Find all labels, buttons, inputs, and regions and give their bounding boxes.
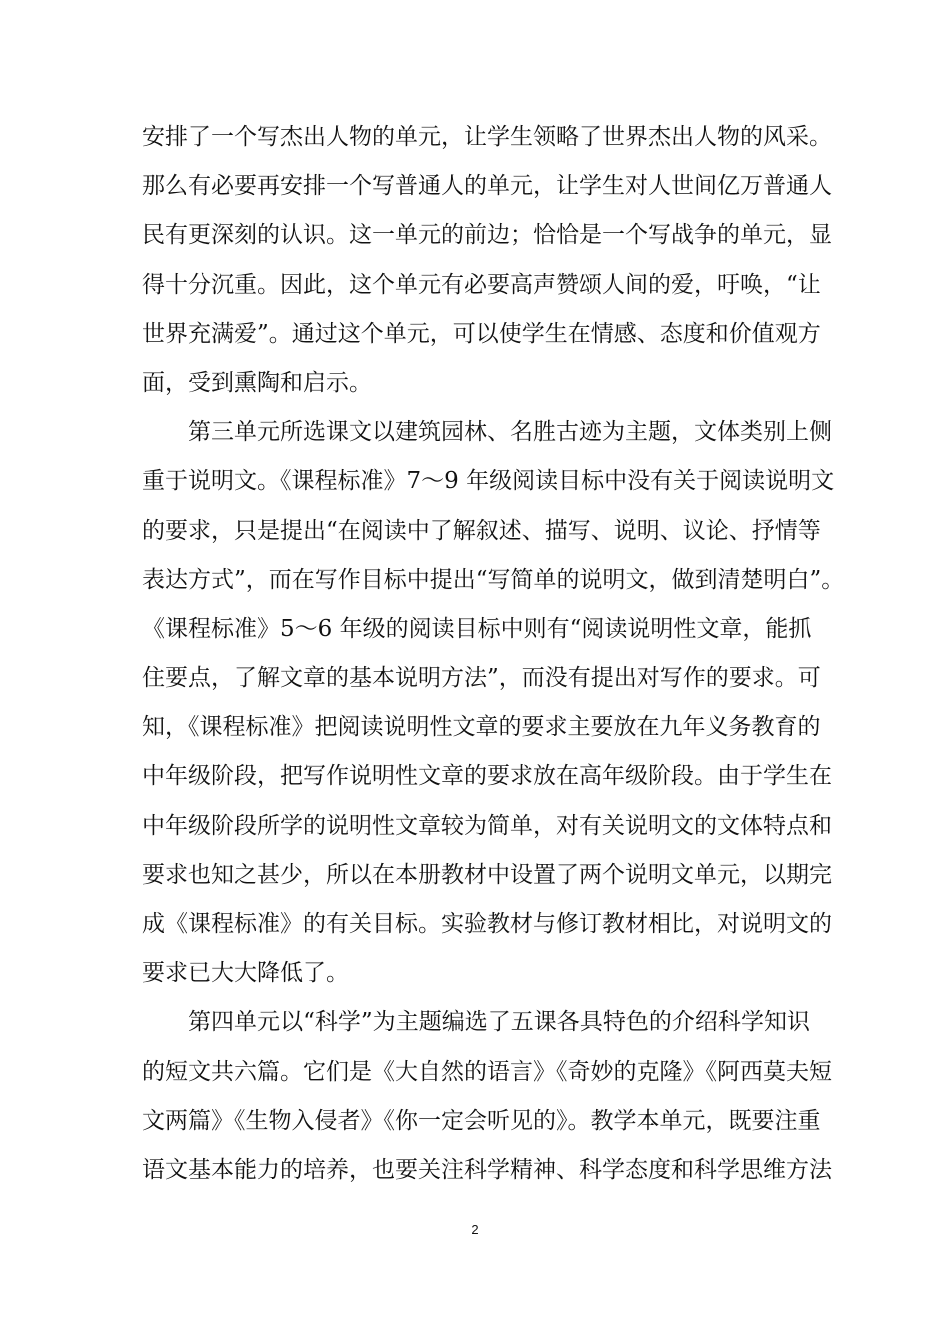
text-line: 的短文共六篇。它们是《大自然的语言》《奇妙的克隆》《阿西莫夫短: [142, 1058, 832, 1085]
text-line: 中年级阶段，把写作说明性文章的要求放在高年级阶段。由于学生在: [142, 763, 832, 790]
text-line: 语文基本能力的培养，也要关注科学精神、科学态度和科学思维方法: [142, 1156, 832, 1183]
page-number: 2: [471, 1222, 479, 1237]
text-line: 的要求，只是提出“在阅读中了解叙述、描写、说明、议论、抒情等: [142, 517, 821, 544]
text-line: 安排了一个写杰出人物的单元，让学生领略了世界杰出人物的风采。: [142, 124, 832, 150]
body-text: [142, 113, 845, 1195]
text-line: 第四单元以“科学”为主题编选了五课各具特色的介绍科学知识: [188, 1009, 810, 1036]
text-line: 知，《课程标准》把阅读说明性文章的要求主要放在九年义务教育的: [142, 714, 821, 741]
text-line: 表达方式”，而在写作目标中提出“写简单的说明文，做到清楚明白”。: [142, 566, 845, 593]
text-line: 得十分沉重。因此，这个单元有必要高声赞颂人间的爱，吁唤，“让: [142, 271, 821, 298]
text-line: 《课程标准》5～6 年级的阅读目标中则有“阅读说明性文章，能抓: [142, 615, 812, 642]
text-line: 民有更深刻的认识。这一单元的前边；恰恰是一个写战争的单元，显: [142, 222, 832, 249]
text-line: 要求已大大降低了。: [142, 960, 349, 987]
text-line: 住要点，了解文章的基本说明方法”，而没有提出对写作的要求。可: [142, 665, 821, 692]
text-line: 要求也知之甚少，所以在本册教材中设置了两个说明文单元，以期完: [142, 861, 832, 888]
text-line: 文两篇》《生物入侵者》《你一定会听见的》。教学本单元，既要注重: [142, 1107, 821, 1134]
text-line: 重于说明文。《课程标准》7～9 年级阅读目标中没有关于阅读说明文: [142, 468, 835, 495]
text-line: 那么有必要再安排一个写普通人的单元，让学生对人世间亿万普通人: [142, 173, 832, 200]
text-line: 面，受到熏陶和启示。: [142, 369, 372, 396]
text-line: 成《课程标准》的有关目标。实验教材与修订教材相比，对说明文的: [142, 911, 832, 937]
text-line: 中年级阶段所学的说明性文章较为简单，对有关说明文的文体特点和: [142, 812, 832, 839]
text-line: 第三单元所选课文以建筑园林、名胜古迹为主题，文体类别上侧: [188, 419, 832, 446]
text-line: 世界充满爱”。通过这个单元，可以使学生在情感、态度和价值观方: [142, 320, 821, 347]
